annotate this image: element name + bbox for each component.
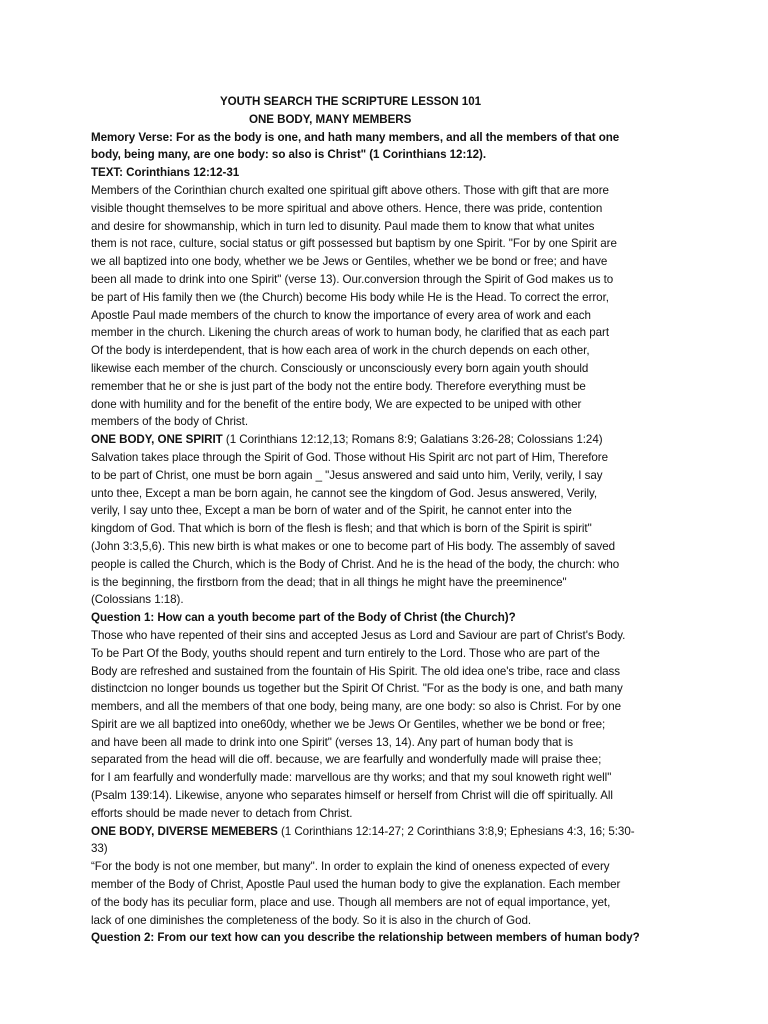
text-line: of the body has its peculiar form, place and use. Though all members are not of equal importance, yet, <box>91 895 611 909</box>
text-line: kingdom of God. That which is born of the flesh is flesh; and that which is born of the Spirit is spirit" <box>91 522 592 536</box>
text-line: be part of His family then we (the Church) become His body while He is the Head. To correct the error, <box>91 290 609 304</box>
question-1: Question 1: How can a youth become part of the Body of Christ (the Church)? <box>91 611 516 625</box>
document-page <box>91 93 679 947</box>
intro-paragraph <box>91 182 679 431</box>
text-line: “For the body is not one member, but many". In order to explain the kind of oneness expected of every <box>91 860 610 874</box>
section-heading-text: ONE BODY, ONE SPIRIT <box>91 433 223 447</box>
text-line: (Colossians 1:18). <box>91 593 184 607</box>
text-line: done with humility and for the benefit of the entire body, We are expected to be uniped with other <box>91 397 582 411</box>
text-line: member in the church. Likening the church areas of work to human body, he clarified that as each part <box>91 326 610 340</box>
text-line: and desire for showmanship, which in turn led to disunity. Paul made them to know that what unites <box>91 219 595 233</box>
section-references-continued: 33) <box>91 842 108 856</box>
text-line: people is called the Church, which is the Body of Christ. And he is the head of the body, the church: who <box>91 557 620 571</box>
text-line: (John 3:3,5,6). This new birth is what makes or one to become part of His body. The assembly of saved <box>91 539 616 553</box>
section-heading-text: ONE BODY, DIVERSE MEMEBERS <box>91 824 278 838</box>
text-line: Members of the Corinthian church exalted one spiritual gift above others. Those with gift that are more <box>91 183 609 197</box>
answer-1-paragraph <box>91 627 679 823</box>
text-line: lack of one diminishes the completeness of the body. So it is also in the church of God. <box>91 913 532 927</box>
text-line: them is not race, culture, social status or gift possessed but baptism by one Spirit. "For by one Spirit are <box>91 237 617 251</box>
lesson-title: YOUTH SEARCH THE SCRIPTURE LESSON 101 <box>220 95 481 108</box>
text-line: been all made to drink into one Spirit" (verse 13). Our.conversion through the Spirit of God makes us to <box>91 272 614 286</box>
text-line: efforts should be made never to detach from Christ. <box>91 806 353 820</box>
memory-verse-line: Memory Verse: For as the body is one, and hath many members, and all the members of that one <box>91 130 620 144</box>
memory-verse <box>91 129 679 165</box>
text-line: likewise each member of the church. Consciously or unconsciously every born again youth should <box>91 361 589 375</box>
question-2: Question 2: From our text how can you describe the relationship between members of human body? <box>91 931 640 945</box>
text-line: is the beginning, the firstborn from the dead; that in all things he might have the preeminence" <box>91 575 567 589</box>
section-one-spirit-paragraph <box>91 449 679 609</box>
lesson-subtitle: ONE BODY, MANY MEMBERS <box>249 112 412 126</box>
section-heading-one-spirit <box>91 431 679 449</box>
text-line: remember that he or she is just part of the body not the entire body. Therefore everything must be <box>91 379 586 393</box>
text-line: Spirit are we all baptized into one60dy, whether we be Jews Or Gentiles, whether we be bond or free; <box>91 717 606 731</box>
text-line: visible thought themselves to be more spiritual and above others. Hence, there was pride, contention <box>91 201 603 215</box>
text-line: Body are refreshed and sustained from the fountain of His Spirit. The old idea one's tribe, race and class <box>91 664 621 678</box>
text-line: distinctcion no longer bounds us together but the Spirit Of Christ. "For as the body is one, and bath many <box>91 682 623 696</box>
text-line: for I am fearfully and wonderfully made: marvellous are thy works; and that my soul knoweth right well" <box>91 771 612 785</box>
text-line: we all baptized into one body, whether we be Jews or Gentiles, whether we be bond or free; and have <box>91 255 608 269</box>
memory-verse-line: body, being many, are one body: so also is Christ" (1 Corinthians 12:12). <box>91 148 487 162</box>
text-line: members of the body of Christ. <box>91 415 249 429</box>
section-references: (1 Corinthians 12:14-27; 2 Corinthians 3:8,9; Ephesians 4:3, 16; 5:30- <box>277 824 635 838</box>
text-line: and have been all made to drink into one Spirit" (verses 13, 14). Any part of human body that is <box>91 735 574 749</box>
text-line: member of the Body of Christ, Apostle Paul used the human body to give the explanation. Each member <box>91 878 621 892</box>
text-line: separated from the head will die off. because, we are fearfully and wonderfully made will praise thee; <box>91 753 602 767</box>
section-diverse-members-paragraph <box>91 858 679 929</box>
text-line: Of the body is interdependent, that is how each area of work in the church depends on each other, <box>91 344 590 358</box>
text-line: To be Part Of the Body, youths should repent and turn entirely to the Lord. Those who are part of the <box>91 646 600 660</box>
text-line: unto thee, Except a man be born again, he cannot see the kingdom of God. Jesus answered, Verily, <box>91 486 598 500</box>
text-line: to be part of Christ, one must be born again _ "Jesus answered and said unto him, Verily, verily, I say <box>91 468 603 482</box>
text-line: Salvation takes place through the Spirit of God. Those without His Spirit arc not part of Him, Therefore <box>91 450 608 464</box>
text-line: verily, I say unto thee, Except a man be born of water and of the Spirit, he cannot enter into the <box>91 504 572 518</box>
text-line: Those who have repented of their sins and accepted Jesus as Lord and Saviour are part of Christ's Body. <box>91 628 626 642</box>
text-line: members, and all the members of that one body, being many, are one body: so also is Christ. For by one <box>91 700 621 714</box>
section-heading-diverse-members <box>91 823 679 841</box>
text-line: Apostle Paul made members of the church to know the importance of every area of work and each <box>91 308 591 322</box>
text-reference: TEXT: Corinthians 12:12-31 <box>91 166 240 180</box>
section-references: (1 Corinthians 12:12,13; Romans 8:9; Galatians 3:26-28; Colossians 1:24) <box>222 433 603 447</box>
text-line: (Psalm 139:14). Likewise, anyone who separates himself or herself from Christ will die off spiritually. All <box>91 789 613 803</box>
